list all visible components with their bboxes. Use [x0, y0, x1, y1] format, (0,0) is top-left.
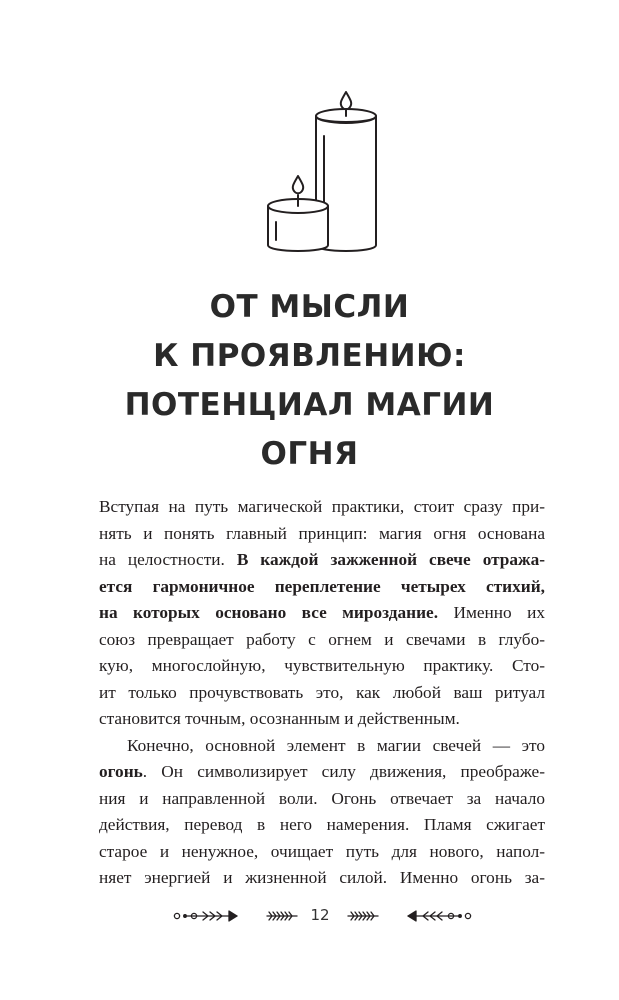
text-line: союз превращает работу с огнем и свечами в глубо-	[99, 629, 545, 649]
title-line: ПОТЕНЦИАЛ МАГИИ	[124, 387, 495, 423]
text-run: . Он символизирует силу движения, преображе-	[142, 762, 545, 781]
text-line: няет энергией и жизненной силой. Именно огонь за-	[99, 868, 545, 887]
text-line	[99, 759, 545, 786]
body-text	[99, 494, 545, 892]
text-line: Конечно, основной элемент в магии свечей — это	[127, 735, 545, 755]
text-run: на целостности.	[99, 550, 237, 569]
title-line: ОТ МЫСЛИ	[209, 289, 410, 325]
two-candles-icon	[262, 88, 384, 254]
text-run: Именно их	[438, 603, 545, 622]
text-line: старое и ненужное, очищает путь для нового, напол-	[99, 841, 545, 861]
text-line	[99, 600, 545, 627]
text-line: ит только прочувствовать это, как любой ваш ритуал	[99, 682, 545, 702]
text-line: действия, перевод в него намерения. Пламя сжигает	[99, 815, 545, 834]
text-line: нять и понять главный принцип: магия огня основана	[99, 523, 545, 543]
text-line: ния и направленной воли. Огонь отвечает за начало	[99, 788, 545, 808]
bold-text-run: В каждой зажженной свече отража-	[236, 550, 545, 569]
text-line: кую, многослойную, чувствительную практику. Сто-	[99, 656, 545, 675]
bold-text-run: на которых основано все мироздание.	[99, 603, 439, 622]
paragraph-2	[99, 733, 545, 892]
text-line	[99, 574, 545, 601]
arrow-ornament-icon	[173, 908, 309, 924]
arrow-ornament-icon	[336, 908, 472, 924]
page-number: 12	[310, 906, 330, 924]
page-footer	[0, 902, 619, 930]
bold-text-run: огонь	[99, 762, 143, 781]
text-line: становится точным, осознанным и действенным.	[99, 709, 460, 728]
bold-text-run: ется гармоничное переплетение четырех стихий,	[99, 576, 545, 596]
title-line: ОГНЯ	[260, 436, 359, 472]
text-line	[99, 547, 545, 574]
title-line: К ПРОЯВЛЕНИЮ:	[153, 338, 466, 374]
paragraph-1	[99, 494, 545, 733]
chapter-title	[0, 283, 619, 479]
text-line: Вступая на путь магической практики, стоит сразу при-	[99, 497, 545, 516]
